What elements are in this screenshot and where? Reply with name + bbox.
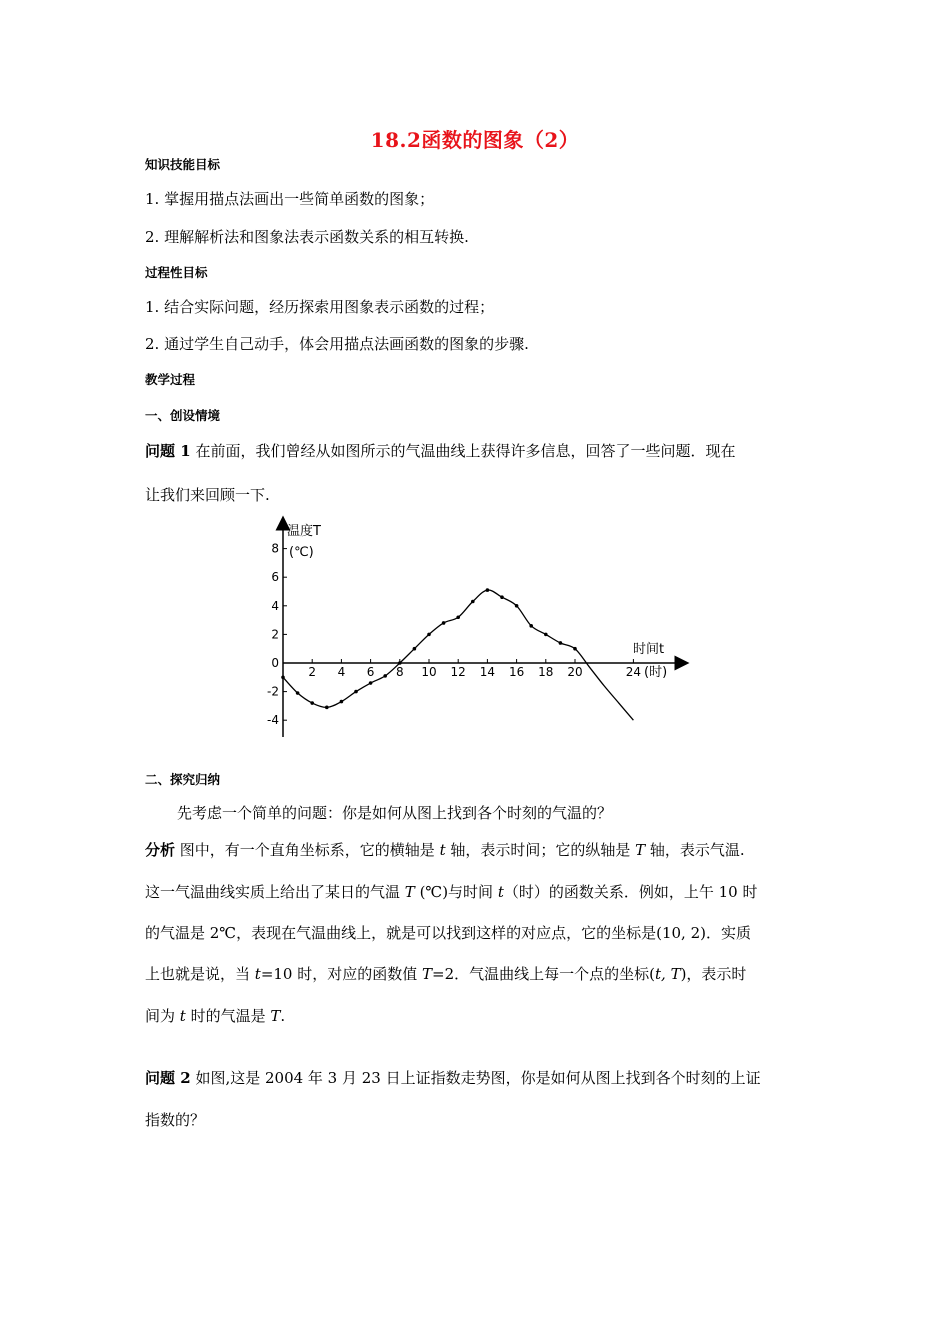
heading-knowledge-goals: 知识技能目标 xyxy=(145,157,221,172)
y-tick-label: 4 xyxy=(271,598,279,613)
y-tick-label: 8 xyxy=(271,541,279,556)
data-point xyxy=(573,647,577,651)
temperature-curve xyxy=(283,590,633,720)
process-item-1: 1. 结合实际问题，经历探索用图象表示函数的过程； xyxy=(145,298,495,316)
data-point xyxy=(427,633,431,637)
heading-part-1: 一、创设情境 xyxy=(145,408,221,423)
data-point xyxy=(281,676,285,680)
problem-2-line-2: 指数的？ xyxy=(145,1111,206,1129)
analysis-line-1: 分析 图中，有一个直角坐标系，它的横轴是 t 轴，表示时间；它的纵轴是 T 轴，表示气温. xyxy=(145,841,745,859)
data-point xyxy=(442,621,446,625)
analysis-label: 分析 xyxy=(145,841,176,859)
temperature-chart xyxy=(267,515,700,745)
problem-2-label: 问题 2 xyxy=(145,1069,191,1087)
heading-part-2: 二、探究归纳 xyxy=(145,772,221,787)
heading-teaching-process: 教学过程 xyxy=(145,372,196,387)
y-tick-label: 6 xyxy=(271,570,279,585)
problem-1-line-2: 让我们来回顾一下. xyxy=(145,486,270,504)
process-item-2: 2. 通过学生自己动手，体会用描点法画函数的图象的步骤. xyxy=(145,335,529,353)
data-point xyxy=(413,647,417,651)
y-tick-label: -4 xyxy=(267,713,279,728)
data-point xyxy=(471,600,475,604)
data-point xyxy=(369,681,373,685)
explore-intro: 先考虑一个简单的问题：你是如何从图上找到各个时刻的气温的？ xyxy=(177,804,613,822)
analysis-line-2: 这一气温曲线实质上给出了某日的气温 T (℃)与时间 t（时）的函数关系．例如，上午 10 时 xyxy=(145,883,758,901)
data-point xyxy=(515,604,519,608)
data-point xyxy=(354,690,358,694)
x-tick-label: 6 xyxy=(366,665,375,679)
knowledge-item-1: 1. 掌握用描点法画出一些简单函数的图象； xyxy=(145,190,435,208)
x-tick-label: 4 xyxy=(337,665,346,679)
page-title: 18.2函数的图象（2） xyxy=(370,128,580,152)
problem-1-label: 问题 1 xyxy=(145,442,191,460)
data-point xyxy=(398,661,402,665)
x-tick-label: 8 xyxy=(395,665,404,679)
data-point xyxy=(310,701,314,705)
data-point xyxy=(325,706,329,710)
x-tick-label: 18 xyxy=(538,665,554,679)
data-point xyxy=(486,588,490,592)
x-tick-label: 20 xyxy=(567,665,583,679)
data-point xyxy=(500,595,504,599)
data-point xyxy=(529,624,533,628)
x-tick-label: 16 xyxy=(508,665,525,679)
problem-1-line-1: 问题 1 在前面，我们曾经从如图所示的气温曲线上获得许多信息，回答了一些问题．现在 xyxy=(145,442,736,460)
y-axis-unit: (℃) xyxy=(289,545,314,560)
x-tick-label: 10 xyxy=(421,665,437,679)
problem-2-line-1: 问题 2 如图,这是 2004 年 3 月 23 日上证指数走势图，你是如何从图上找到各个时刻的上证 xyxy=(145,1069,761,1087)
analysis-line-5: 间为 t 时的气温是 T. xyxy=(145,1007,286,1025)
x-tick-label: 12 xyxy=(450,665,466,679)
data-point xyxy=(559,641,563,645)
data-point xyxy=(340,700,344,704)
x-tick-label: 14 xyxy=(479,665,496,679)
data-point xyxy=(383,674,387,678)
data-point xyxy=(456,615,460,619)
x-tick-label: 2 xyxy=(308,665,317,679)
analysis-line-3: 的气温是 2℃，表现在气温曲线上，就是可以找到这样的对应点，它的坐标是(10, 2)．实质 xyxy=(145,924,751,942)
y-tick-label: 0 xyxy=(271,656,279,670)
x-axis-unit: (时) xyxy=(644,665,668,680)
data-point xyxy=(296,691,300,695)
y-axis-label: 温度T xyxy=(287,524,321,539)
data-point xyxy=(544,633,548,637)
x-tick-label: 24 xyxy=(625,665,642,679)
x-axis-label: 时间t xyxy=(633,642,665,657)
analysis-line-4: 上也就是说，当 t=10 时，对应的函数值 T=2．气温曲线上每一个点的坐标(t, T)，表示时 xyxy=(145,965,747,983)
y-tick-label: 2 xyxy=(271,627,279,642)
heading-process-goals: 过程性目标 xyxy=(145,265,208,280)
knowledge-item-2: 2. 理解解析法和图象法表示函数关系的相互转换. xyxy=(145,228,469,246)
y-tick-label: -2 xyxy=(267,684,279,699)
